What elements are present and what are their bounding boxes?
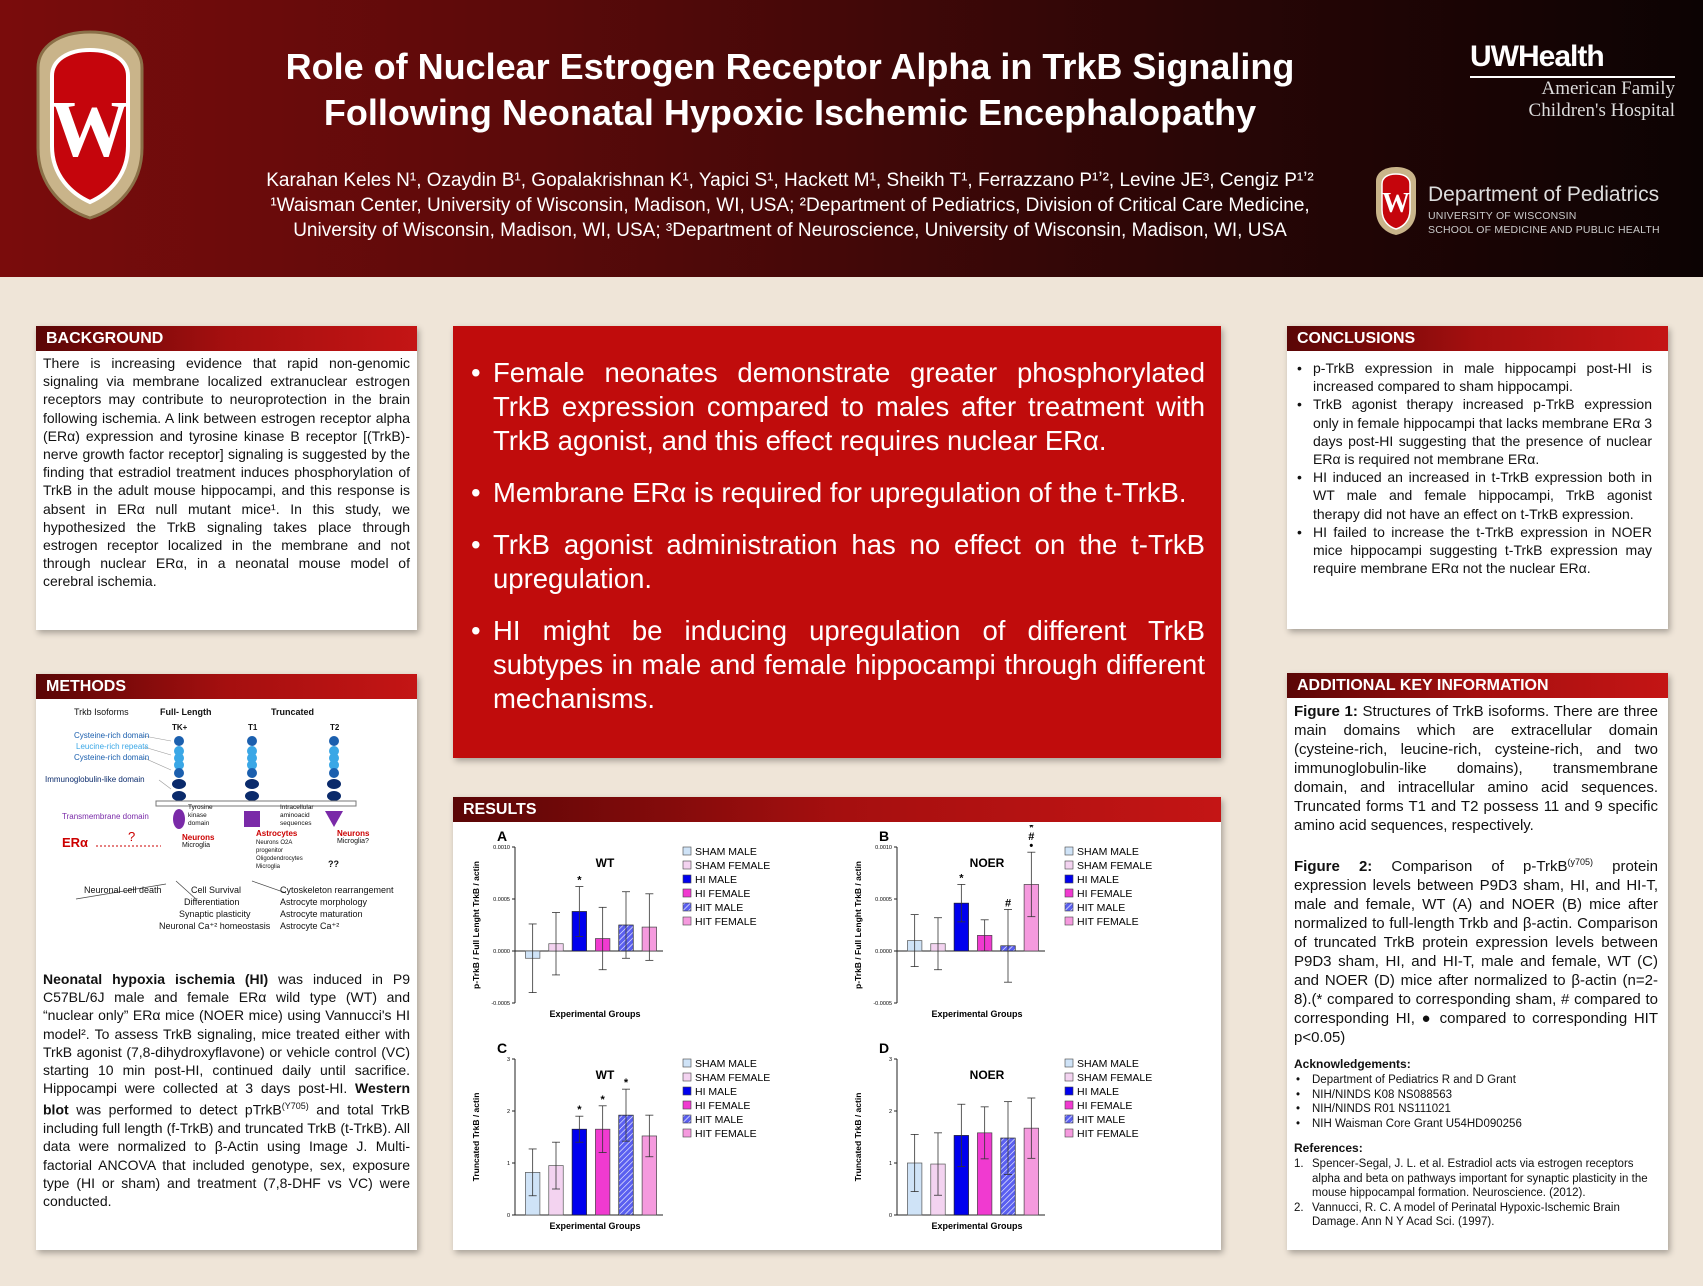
legend-swatch [1065,889,1073,897]
t2-isoform-shape [325,736,343,827]
era-label: ERα [62,835,89,850]
references-list [1287,1155,1668,1230]
legend-label: HIT FEMALE [695,916,757,928]
full-length-label: Full- Length [160,707,212,717]
title-line-1: Role of Nuclear Estrogen Receptor Alpha in TrkB Signaling [285,46,1295,87]
acknowledgement-item: • NIH/NINDS R01 NS111021 [1294,1102,1658,1117]
legend-label: HIT MALE [695,902,744,914]
finding-1: • Female neonates demonstrate greater phosphorylated TrkB expression compared to males after treatment with TrkB agonist, and this effect requires nuclear ERα. [467,356,1205,458]
background-panel [36,326,417,630]
author-block [200,168,1380,243]
conclusion-item: • HI failed to increase the t-TrkB expression in NOER mice hippocampi suggesting t-TrkB expression may require membrane ERα not the nuclear ERα. [1295,523,1652,578]
y-tick-label: 3 [506,1057,510,1063]
panel-letter: B [879,828,890,844]
x-axis-label: Experimental Groups [549,1009,641,1019]
legend-label: SHAM MALE [1077,846,1139,858]
background-text: There is increasing evidence that rapid non-genomic signaling via membrane localized extranuclear estrogen receptors may contribute to neuroprotection in the brain following ischemia. A link between estrogen receptor alpha (ERα) expression and tyrosine kinase B receptor [(TrkB)-nerve growth factor receptor] signaling is suggested by the finding that estradiol treatment induces phosphorylation of TrkB in the adult mouse hippocampi, and this response is absent in ERα null mutant mice¹. In this study, we hypothesized the TrkB signaling takes place through estrogen receptor localized in the membrane and not through nuclear ERα, in a neonatal mouse model of cerebral ischemia. [43,355,410,590]
outcome-astro-ca: Astrocyte Ca⁺² [280,921,340,931]
reference-text: Vannucci, R. C. A model of Perinatal Hypoxic-Ischemic Brain Damage. Ann N Y Acad Sci. (1997). [1312,1201,1620,1228]
y-tick-label: 3 [888,1057,892,1063]
methods-panel [36,674,417,1250]
y-tick-label: 0.0000 [875,949,892,955]
y-tick-label: 2 [888,1109,892,1115]
acknowledgement-item: • NIH Waisman Core Grant U54HD090256 [1294,1117,1658,1132]
figure-2-text-2: protein expression levels between P9D3 sham, HI, and HI-T, male and female, WT (A) and NOER (B) mice after normalized to full-length Trkb and β-actin. Comparison of truncated TrkB protein expression levels between P9D3 sham, HI, and HI-T, male and female, WT (C) and NOER (D) mice after normalized to β-actin (n=2-8).(* compared to corresponding sham, # compared to corresponding HI, ● compared to corresponding HIT p<0.05) [1294,858,1658,1046]
x-axis-label: Experimental Groups [549,1221,641,1231]
conclusion-item: • p-TrkB expression in male hippocampi post-HI is increased compared to sham hippocampi. [1295,359,1652,395]
legend-label: HI MALE [695,874,738,886]
finding-2: • Membrane ERα is required for upregulation of the t-TrkB. [467,476,1205,510]
legend-label: HI FEMALE [695,888,751,900]
chart-title: WT [595,856,615,870]
finding-4: • HI might be inducing upregulation of different TrkB subtypes in male and female hippocampi through different mechanisms. [467,614,1205,716]
reference-number: 1. [1294,1158,1304,1170]
finding-3: • TrkB agonist administration has no effect on the t-TrkB upregulation. [467,528,1205,596]
pediatrics-crest-letter: W [1382,188,1410,219]
legend-label: HI MALE [1077,1086,1120,1098]
legend-swatch [1065,1059,1073,1067]
legend-swatch [683,1059,691,1067]
significance-marker: * [577,874,582,887]
y-axis-label: p-TrkB / Full Lenght TrkB / actin [853,861,863,989]
legend-swatch [1065,903,1073,911]
uw-crest-logo [30,28,150,220]
conclusions-panel [1287,326,1668,629]
y-tick-label: -0.0005 [491,1001,510,1007]
legend-label: HIT MALE [695,1114,744,1126]
chart-title: NOER [969,1068,1005,1082]
significance-marker: * [959,872,964,885]
background-heading: BACKGROUND [36,326,417,351]
cysteine-domain-label-2: Cysteine-rich domain [74,753,150,762]
x-axis-label: Experimental Groups [931,1009,1023,1019]
truncated-label: Truncated [271,707,315,717]
methods-sup: (Y705) [281,1101,309,1112]
results-heading: RESULTS [453,797,1221,822]
reference-number: 2. [1294,1201,1304,1214]
outcome-survival: Cell Survival [191,885,242,895]
tk-microglia-label: Microglia [182,842,211,849]
y-axis-label: Truncated TrkB / actin [471,1092,481,1182]
uwhealth-subtitle-2: Children's Hospital [1528,100,1675,121]
tk-isoform-shape [172,736,186,829]
methods-text-3: and total TrkB including full length (f-TrkB) and truncated TrkB (t-TrkB). All data were normalized to β-Actin using Image J. Multi-factorial ANCOVA that included genotype, sex, exposure type (HI or sham) and treatment (7,8-DHF vs VC) were conducted. [43,1102,410,1210]
legend-swatch [1065,1087,1073,1095]
pediatrics-title: Department of Pediatrics [1428,183,1660,206]
methods-heading: METHODS [36,674,417,699]
legend-label: HI FEMALE [1077,888,1133,900]
reference-item [1294,1157,1658,1201]
figure-2-label: Figure 2: [1294,858,1373,875]
membrane-bar [156,801,356,806]
figure-2-text: Comparison of p-TrkB [1372,858,1568,875]
legend-label: HIT MALE [1077,1114,1126,1126]
legend-swatch [683,917,691,925]
legend-swatch [683,861,691,869]
legend-label: HIT FEMALE [1077,1128,1139,1140]
outcome-ca-homeostasis: Neuronal Ca⁺² homeostasis [159,921,271,931]
t1-astrocytes-label: Astrocytes [256,829,298,838]
conclusions-heading: CONCLUSIONS [1287,326,1668,351]
poster-title [200,44,1380,136]
y-axis-label: Truncated TrkB / actin [853,1092,863,1182]
affiliations-line-1: ¹Waisman Center, University of Wisconsin, Madison, WI, USA; ²Department of Pediatrics, Division of Critical Care Medicine, [270,195,1310,216]
uwhealth-logo [1470,40,1675,122]
reference-text: Spencer-Segal, J. L. et al. Estradiol acts via estrogen receptors alpha and beta on pathways important for synaptic plasticity in the mouse hippocampal formation. Neuroscience. (2012). [1312,1158,1648,1199]
t1-isoform-shape [244,736,260,827]
legend-label: SHAM FEMALE [1077,1072,1153,1084]
figure-1-caption [1287,702,1668,835]
x-axis-label: Experimental Groups [931,1221,1023,1231]
bar-chart-svg [457,1037,833,1245]
panel-letter: A [497,828,508,844]
bar-chart-svg [839,1037,1215,1245]
outcome-cell-death: Neuronal cell death [84,885,162,895]
y-tick-label: 0.0010 [875,845,892,851]
figure-1-label: Figure 1: [1294,703,1358,720]
chart-panel-c [457,1037,833,1250]
legend-swatch [1065,875,1073,883]
legend-swatch [1065,1115,1073,1123]
chart-panel-a [457,825,833,1038]
significance-marker: # [1028,831,1035,844]
outcome-astro-morphology: Astrocyte morphology [280,897,368,907]
t2-label: T2 [330,723,340,732]
y-tick-label: 0.0005 [493,897,510,903]
header-banner [0,0,1703,277]
authors: Karahan Keles N¹, Ozaydin B¹, Gopalakrishnan K¹, Yapici S¹, Hackett M¹, Sheikh T¹, Ferrazzano P¹ʼ², Levine JE³, Cengiz P¹ʼ² [266,170,1314,191]
outcome-differentiation: Differentiation [184,897,240,907]
legend-swatch [683,903,691,911]
outcome-cytoskeleton: Cytoskeleton rearrangement [280,885,394,895]
trkb-isoforms-diagram [36,699,417,964]
results-panel [453,797,1221,1250]
t2-microglia-label: Microglia? [337,838,369,845]
legend-swatch [683,1101,691,1109]
pediatrics-subtitle-1: UNIVERSITY OF WISCONSIN [1428,210,1577,222]
y-tick-label: 0.0005 [875,897,892,903]
legend-label: SHAM FEMALE [695,860,771,872]
legend-swatch [683,889,691,897]
significance-marker: # [1004,897,1012,910]
y-axis-label: p-TrkB / Full Lenght TrkB / actin [471,861,481,989]
legend-swatch [1065,847,1073,855]
outcome-astro-maturation: Astrocyte maturation [280,909,363,919]
chart-panel-b [839,825,1215,1038]
methods-text [36,964,417,1213]
acknowledgements-list [1287,1071,1668,1131]
y-tick-label: 0 [506,1213,510,1219]
legend-swatch [683,875,691,883]
additional-info-heading: ADDITIONAL KEY INFORMATION [1287,673,1668,698]
crest-letter: W [50,86,130,174]
legend-label: SHAM FEMALE [1077,860,1153,872]
tk-label: TK+ [172,723,188,732]
legend-label: SHAM MALE [695,846,757,858]
legend-swatch [683,1087,691,1095]
methods-text-2: was performed to detect pTrkB [68,1102,282,1119]
figure-1-text: Structures of TrkB isoforms. There are three main domains which are extracellular domain (cysteine-rich, leucine-rich, cysteine-rich, and two immunoglobulin-like domains), transmembrane domain, and intracellular amino acid sequences. Truncated forms T1 and T2 possess 11 and 9 specific amino acid sequences, respectively. [1294,703,1658,834]
affiliations-line-2: University of Wisconsin, Madison, WI, USA; ³Department of Neuroscience, University of Wisconsin, Madison, WI, USA [293,220,1287,241]
additional-info-panel [1287,673,1668,1250]
t1-label: T1 [248,723,258,732]
legend-label: HI MALE [695,1086,738,1098]
figure-2-sup: (y705) [1567,857,1593,867]
tyrosine-kinase-label: Tyrosine kinase domain [188,804,213,827]
y-tick-label: 1 [506,1161,510,1167]
chart-panel-d [839,1037,1215,1250]
y-tick-label: 0 [888,1213,892,1219]
y-tick-label: 0.0010 [493,845,510,851]
title-line-2: Following Neonatal Hypoxic Ischemic Encephalopathy [323,92,1257,133]
references-title: References: [1294,1141,1363,1155]
reference-item [1294,1201,1658,1230]
legend-label: SHAM FEMALE [695,1072,771,1084]
conclusion-item: • TrkB agonist therapy increased p-TrkB expression only in female hippocampi that lacks membrane ERα 3 days post-HI suggesting that the presence of nuclear ERα is required not membrane ERα. [1295,395,1652,468]
significance-marker: • [1029,840,1034,853]
methods-western-term: Western blot [43,1080,410,1119]
legend-swatch [1065,1129,1073,1137]
legend-label: HIT FEMALE [1077,916,1139,928]
transmembrane-label: Transmembrane domain [62,812,149,821]
acknowledgement-item: • Department of Pediatrics R and D Grant [1294,1073,1658,1088]
panel-letter: D [879,1040,890,1056]
era-question-mark: ? [128,829,136,844]
significance-marker: * [600,1093,605,1106]
acknowledgements-title: Acknowledgements: [1294,1057,1411,1071]
significance-marker: * [623,1077,629,1090]
significance-marker: * [577,1104,582,1117]
significance-marker: * [1029,825,1034,835]
ig-domain-label: Immunoglobulin-like domain [45,775,145,784]
t1-cell-list: Neurons O2A progenitor Oligodendrocytes Microglia [256,840,303,870]
conclusion-item: • HI induced an increased in t-TrkB expression both in WT male and female hippocampi, TrkB agonist therapy did not have an effect on t-TrkB expression. [1295,468,1652,523]
t2-neurons-label: Neurons [337,829,370,838]
legend-label: SHAM MALE [695,1058,757,1070]
outcome-plasticity: Synaptic plasticity [179,909,251,919]
intracellular-label: Intracellular aminoacid sequences [280,804,314,827]
pediatrics-crest-icon [1372,165,1420,237]
legend-label: HI FEMALE [1077,1100,1133,1112]
y-tick-label: 1 [888,1161,892,1167]
acknowledgement-item: • NIH/NINDS K08 NS088563 [1294,1088,1658,1103]
t2-unknown-label: ?? [328,859,339,869]
legend-label: HI MALE [1077,874,1120,886]
legend-swatch [683,1115,691,1123]
pediatrics-subtitle-2: SCHOOL OF MEDICINE AND PUBLIC HEALTH [1428,224,1660,236]
methods-text-1: was induced in P9 C57BL/6J male and female ERα wild type (WT) and “nuclear only” ERα mice (NOER mice) using Vannucci's HI model². To assess TrkB signaling, mice treated either with TrkB agonist (7,8-dihydroxyflavone) or vehicle control (VC) starting 10 min post-HI, continued daily until sacrifice. Hippocampi were collected at 3 days post-HI. [43,971,410,1097]
legend-swatch [1065,1073,1073,1081]
uwhealth-subtitle-1: American Family [1541,78,1675,99]
legend-label: HIT MALE [1077,902,1126,914]
methods-hi-term: Neonatal hypoxia ischemia (HI) [43,971,269,987]
legend-label: HIT FEMALE [695,1128,757,1140]
isoforms-label: Trkb Isoforms [74,707,129,717]
legend-swatch [683,1073,691,1081]
figure-2-caption [1287,853,1668,1047]
key-findings-box [453,326,1221,758]
legend-label: HI FEMALE [695,1100,751,1112]
y-tick-label: 0.0000 [493,949,510,955]
bar-chart-svg [457,825,833,1033]
bar-chart-svg [839,825,1215,1033]
legend-swatch [683,847,691,855]
y-tick-label: 2 [506,1109,510,1115]
legend-label: SHAM MALE [1077,1058,1139,1070]
leucine-repeats-label: Leucine-rich repeats [76,742,149,751]
pediatrics-logo [1372,165,1672,245]
cysteine-domain-label-1: Cysteine-rich domain [74,731,150,740]
panel-letter: C [497,1040,508,1056]
legend-swatch [1065,861,1073,869]
uwhealth-wordmark: UWHealth [1470,40,1675,78]
chart-title: NOER [969,856,1005,870]
chart-title: WT [595,1068,615,1082]
tk-neurons-label: Neurons [182,833,215,842]
y-tick-label: -0.0005 [873,1001,892,1007]
legend-swatch [683,1129,691,1137]
legend-swatch [1065,917,1073,925]
legend-swatch [1065,1101,1073,1109]
